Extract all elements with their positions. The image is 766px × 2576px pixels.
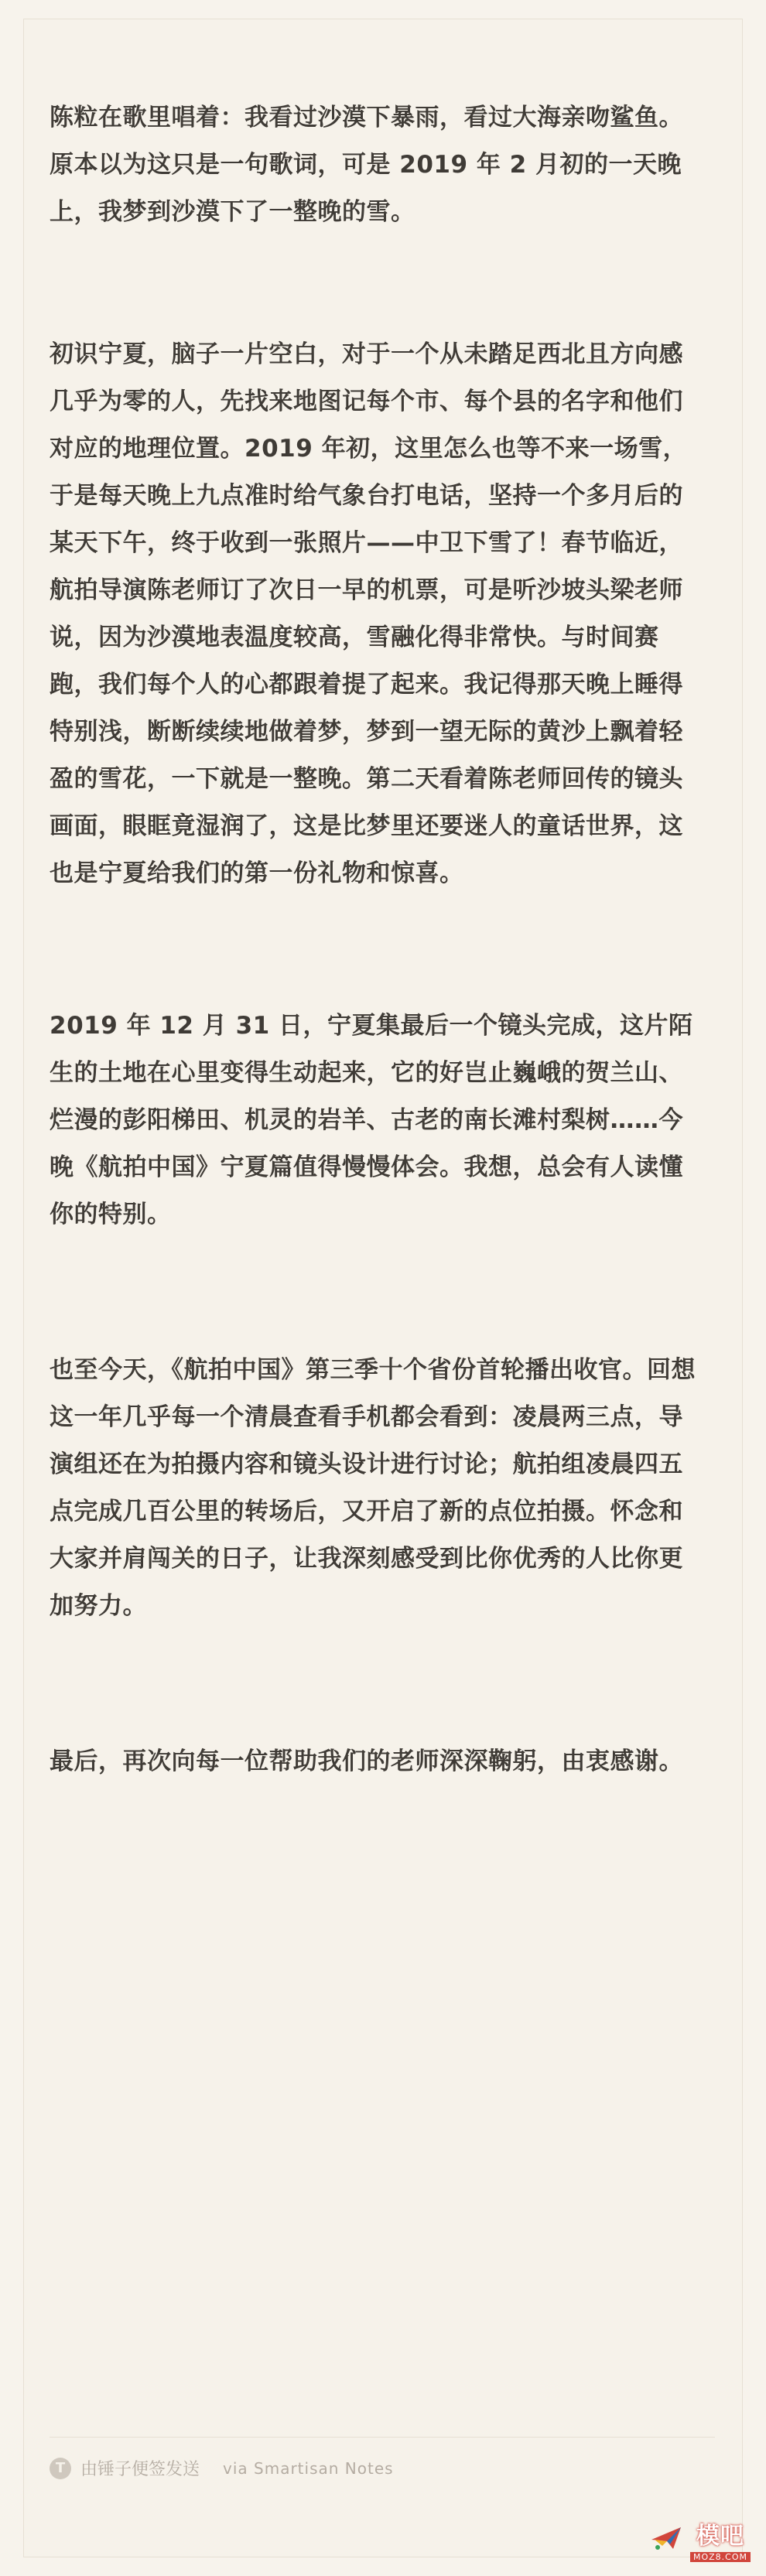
airplane-logo-icon — [650, 2523, 686, 2557]
paragraph-1: 陈粒在歌里唱着：我看过沙漠下暴雨，看过大海亲吻鲨鱼。原本以为这只是一句歌词，可是 2019 年 2 月初的一天晚上，我梦到沙漠下了一整晚的雪。 — [50, 104, 683, 226]
paragraph-5: 最后，再次向每一位帮助我们的老师深深鞠躬，由衷感谢。 — [50, 1748, 683, 1775]
note-content — [50, 94, 699, 1881]
paragraph-4: 也至今天，《航拍中国》第三季十个省份首轮播出收官。回想这一年几乎每一个清晨查看手机都会看到：凌晨两三点，导演组还在为拍摄内容和镜头设计进行讨论；航拍组凌晨四五点完成几百公里的转场后，又开启了新的点位拍摄。怀念和大家并肩闯关的日子，让我深刻感受到比你优秀的人比你更加努力。 — [50, 1356, 696, 1620]
footer-divider — [50, 2437, 715, 2438]
watermark-text: 模吧 — [696, 2523, 744, 2550]
site-watermark — [650, 2516, 751, 2562]
sent-from-label: 由锤子便签发送 — [80, 2460, 200, 2479]
paragraph-2: 初识宁夏，脑子一片空白，对于一个从未踏足西北且方向感几乎为零的人，先找来地图记每个市、每个县的名字和他们对应的地理位置。2019 年初，这里怎么也等不来一场雪，于是每天晚上九点准时给气象台打电话，坚持一个多月后的某天下午，终于收到一张照片——中卫下雪了！春节临近，航拍导演陈老师订了次日一早的机票，可是听沙坡头梁老师说，因为沙漠地表温度较高，雪融化得非常快。与时间赛跑，我们每个人的心都跟着提了起来。我记得那天晚上睡得特别浅，断断续续地做着梦，梦到一望无际的黄沙上飘着轻盈的雪花，一下就是一整晚。第二天看着陈老师回传的镜头画面，眼眶竟湿润了，这是比梦里还要迷人的童话世界，这也是宁夏给我们的第一份礼物和惊喜。 — [50, 340, 688, 887]
note-footer — [50, 2456, 394, 2480]
via-label: via Smartisan Notes — [223, 2458, 394, 2478]
smartisan-t-icon: T — [50, 2458, 71, 2479]
watermark-text-block — [690, 2516, 751, 2562]
paragraph-3: 2019 年 12 月 31 日，宁夏集最后一个镜头完成，这片陌生的土地在心里变得生动起来，它的好岂止巍峨的贺兰山、烂漫的彭阳梯田、机灵的岩羊、古老的南长滩村梨树……今晚《航拍中国》宁夏篇值得慢慢体会。我想，总会有人读懂你的特别。 — [50, 1012, 693, 1228]
watermark-sub: MOZ8.COM — [690, 2552, 751, 2562]
